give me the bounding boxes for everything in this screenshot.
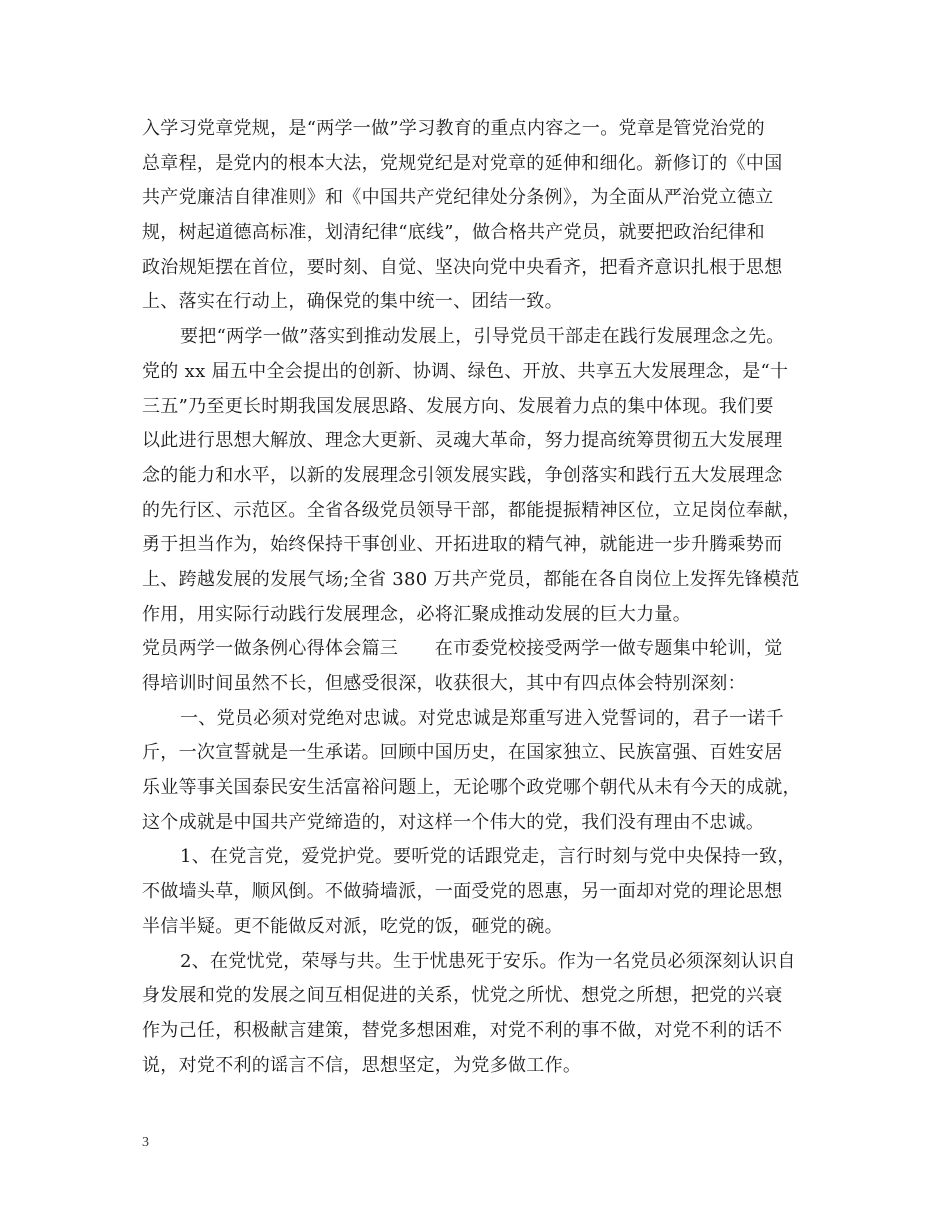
page-number: 3 [142, 1135, 149, 1150]
text-line: 这个成就是中国共产党缔造的，对这样一个伟大的党，我们没有理由不忠诚。 [142, 811, 765, 833]
text-line: 作用，用实际行动践行发展理念，必将汇聚成推动发展的巨大力量。 [142, 603, 691, 625]
text-line: 身发展和党的发展之间互相促进的关系，忧党之所忧、想党之所想，把党的兴衰 [142, 985, 783, 1007]
text-line: 念的能力和水平，以新的发展理念引领发展实践，争创落实和践行五大发展理念 [142, 464, 783, 486]
text-line: 以此进行思想大解放、理念大更新、灵魂大革命，努力提高统筹贯彻五大发展理 [142, 430, 783, 452]
paragraph-first-line: 1、在党言党，爱党护党。要听党的话跟党走，言行时刻与党中央保持一致， [180, 846, 796, 868]
text-line: 乐业等事关国泰民安生活富裕问题上，无论哪个政党哪个朝代从未有今天的成就， [142, 777, 801, 799]
text-line: 入学习党章党规，是“两学一做”学习教育的重点内容之一。党章是管党治党的 [142, 118, 765, 139]
document-body [142, 112, 810, 1083]
text-line: 的先行区、示范区。全省各级党员领导干部，都能提振精神区位，立足岗位奉献， [142, 499, 801, 521]
text-line: 党的 xx 届五中全会提出的创新、协调、绿色、开放、共享五大发展理念，是“十 [142, 360, 789, 382]
text-line: 得培训时间虽然不长，但感受很深，收获很大，其中有四点体会特别深刻： [142, 673, 746, 694]
text-line: 共产党廉洁自律准则》和《中国共产党纪律处分条例》，为全面从严治党立德立 [142, 187, 774, 209]
text-line: 总章程，是党内的根本大法，党规党纪是对党章的延伸和细化。新修订的《中国 [142, 152, 783, 174]
text-line: 上、落实在行动上，确保党的集中统一、团结一致。 [142, 291, 563, 313]
paragraph-first-line: 2、在党忧党，荣辱与共。生于忧患死于安乐。作为一名党员必须深刻认识自 [180, 950, 796, 972]
text-line: 说，对党不利的谣言不信，思想坚定，为党多做工作。 [142, 1054, 582, 1076]
text-line: 三五”乃至更长时期我国发展思路、发展方向、发展着力点的集中体现。我们要 [142, 395, 774, 417]
text-line: 斤，一次宣誓就是一生承诺。回顾中国历史，在国家独立、民族富强、百姓安居 [142, 742, 783, 764]
text-line: 上、跨越发展的发展气场;全省 380 万共产党员，都能在各自岗位上发挥先锋模范 [142, 568, 800, 590]
paragraph-first-line: 要把“两学一做”落实到推动发展上，引导党员干部走在践行发展理念之先。 [180, 326, 785, 348]
text-line: 勇于担当作为，始终保持干事创业、开拓进取的精气神，就能进一步升腾乘势而 [142, 534, 783, 556]
text-line: 规，树起道德高标准，划清纪律“底线”，做合格共产党员，就要把政治纪律和 [142, 222, 765, 244]
section-heading-line: 党员两学一做条例心得体会篇三 在市委党校接受两学一做专题集中轮训，觉 [142, 638, 783, 660]
text-line: 作为己任，积极献言建策，替党多想困难，对党不利的事不做，对党不利的话不 [142, 1019, 783, 1041]
text-line: 政治规矩摆在首位，要时刻、自觉、坚决向党中央看齐，把看齐意识扎根于思想 [142, 256, 783, 278]
paragraph-first-line: 一、党员必须对党绝对忠诚。对党忠诚是郑重写进入党誓词的，君子一诺千 [180, 707, 784, 729]
text-line: 不做墙头草，顺风倒。不做骑墙派，一面受党的恩惠，另一面却对党的理论思想 [142, 881, 783, 903]
text-line: 半信半疑。更不能做反对派，吃党的饭，砸党的碗。 [142, 915, 563, 937]
